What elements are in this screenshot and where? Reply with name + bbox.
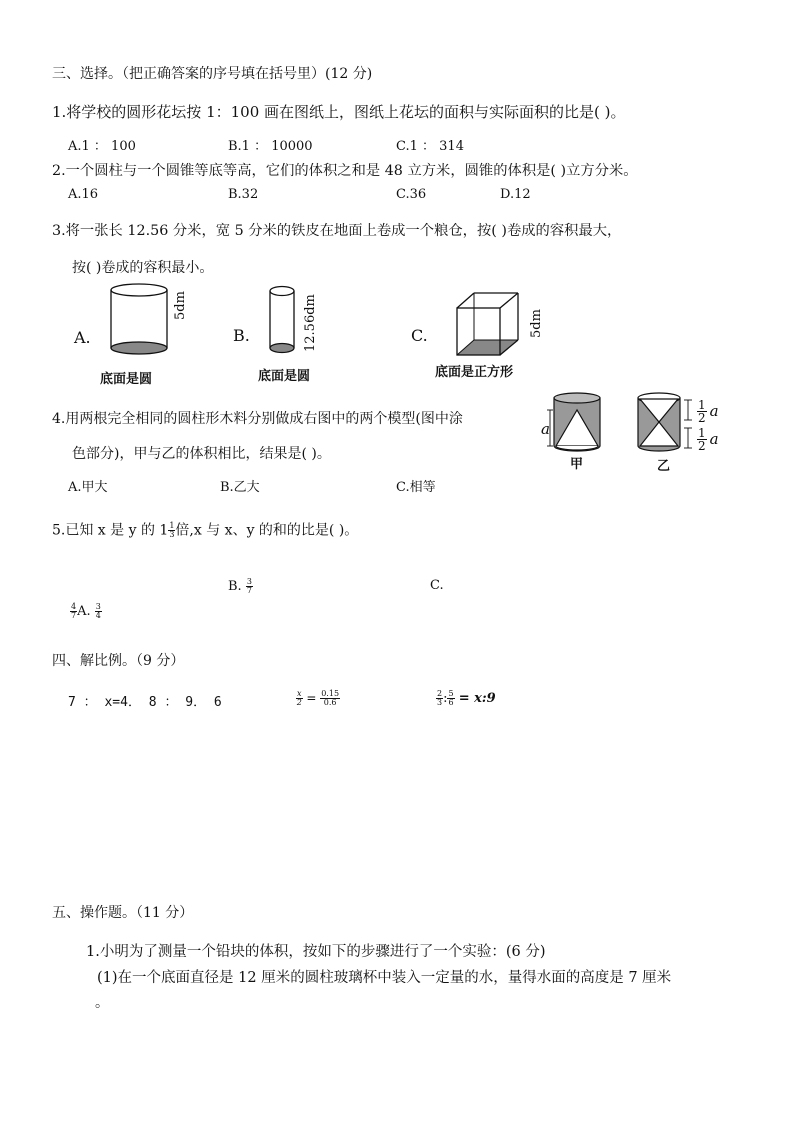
q4-label-a: a bbox=[541, 420, 550, 438]
model-jia-figure bbox=[540, 390, 610, 454]
q3-fig-c-letter: C. bbox=[411, 326, 428, 345]
yi-half-a-bottom: $\frac{1}{2}$ a bbox=[698, 426, 719, 453]
model-yi-figure bbox=[636, 392, 686, 454]
q3-fig-b-dim: 12.56dm bbox=[303, 294, 318, 352]
q3-fig-a-caption: 底面是圆 bbox=[100, 372, 153, 387]
q3-line2: 按( )卷成的容积最小。 bbox=[72, 260, 214, 276]
q4-line1: 4.用两根完全相同的圆柱形木料分别做成右图中的两个模型(图中涂 bbox=[52, 411, 463, 427]
s5-step1-end: 。 bbox=[95, 995, 109, 1011]
q2-option-a: A.16 bbox=[68, 187, 99, 202]
s5-step1: (1)在一个底面直径是 12 厘米的圆柱玻璃杯中装入一定量的水，量得水面的高度是 7 厘米 bbox=[97, 970, 672, 986]
q4-label-yi: 乙 bbox=[657, 459, 671, 474]
q5-option-a: $\frac{4}{7}$ A. $\frac{3}{4}$ bbox=[71, 602, 101, 620]
q3-fig-c-caption: 底面是正方形 bbox=[435, 365, 514, 380]
q4-option-c: C.相等 bbox=[396, 480, 436, 495]
q5-text: 5.已知 x 是 y 的 1 $\frac{1}{3}$ 倍,x 与 x、y 的和的比是( )。 bbox=[52, 521, 359, 539]
yi-dimension-markers bbox=[682, 398, 696, 450]
q4-option-b: B.乙大 bbox=[220, 480, 260, 495]
cube-c-figure bbox=[452, 290, 528, 358]
q4-line2: 色部分)，甲与乙的体积相比，结果是( )。 bbox=[72, 446, 331, 462]
s5-q1: 1.小明为了测量一个铅块的体积，按如下的步骤进行了一个实验：(6 分) bbox=[86, 944, 546, 960]
equation-2: $\frac{x}{2}$ = $\frac{0.15}{0.6}$ bbox=[296, 689, 340, 707]
q4-option-a: A.甲大 bbox=[68, 480, 108, 495]
q2-option-b: B.32 bbox=[228, 187, 259, 202]
q2-option-c: C.36 bbox=[396, 187, 427, 202]
q1-option-a: A.1 ： 100 bbox=[68, 139, 136, 154]
q3-line1: 3.将一张长 12.56 分米，宽 5 分米的铁皮在地面上卷成一个粮仓，按( )卷成的容积最大， bbox=[52, 223, 622, 239]
q3-fig-b-letter: B. bbox=[233, 326, 250, 345]
q1-option-c: C.1 ： 314 bbox=[396, 139, 464, 154]
q2-text: 2.一个圆柱与一个圆锥等底等高，它们的体积之和是 48 立方米，圆锥的体积是( )立方分米。 bbox=[52, 163, 638, 179]
q5-option-c: C. bbox=[430, 578, 444, 593]
q3-fig-c-dim: 5dm bbox=[529, 309, 544, 338]
cylinder-b-figure bbox=[268, 284, 308, 360]
section5-heading: 五、操作题。（11 分） bbox=[52, 905, 194, 921]
q2-option-d: D.12 bbox=[500, 187, 531, 202]
q1-text: 1.将学校的圆形花坛按 1：100 画在图纸上，图纸上花坛的面积与实际面积的比是( )。 bbox=[52, 103, 626, 121]
equation-3: $\frac{2}{3}$ : $\frac{5}{6}$ = x:9 bbox=[437, 689, 496, 707]
q3-fig-a-letter: A. bbox=[74, 328, 91, 347]
yi-half-a-top: $\frac{1}{2}$ a bbox=[698, 398, 719, 425]
q1-option-b: B.1 ： 10000 bbox=[228, 139, 313, 154]
section3-heading: 三、选择。（把正确答案的序号填在括号里）(12 分) bbox=[52, 66, 373, 82]
q3-fig-b-caption: 底面是圆 bbox=[258, 369, 311, 384]
q3-fig-a-dim: 5dm bbox=[173, 291, 188, 320]
section4-heading: 四、解比例。（9 分） bbox=[52, 653, 185, 669]
q5-option-b: B. $\frac{3}{7}$ bbox=[228, 577, 252, 595]
equation-1: 7 ： x=4． 8 ： 9． 6 bbox=[68, 695, 222, 710]
q4-label-jia: 甲 bbox=[570, 457, 584, 472]
